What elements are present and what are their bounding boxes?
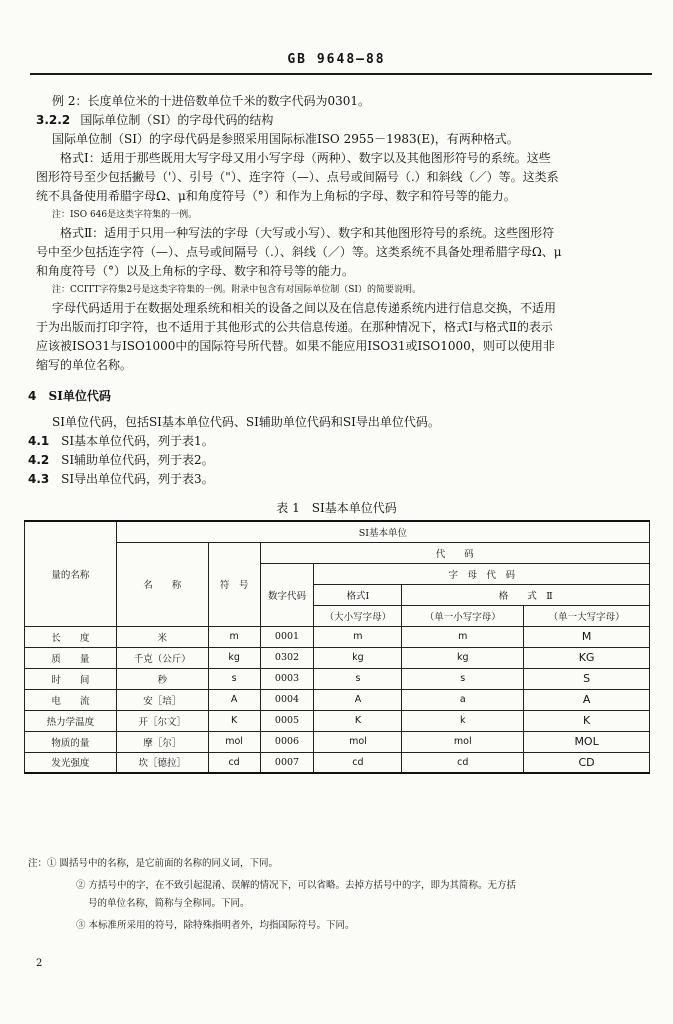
footnote-1: 注：① 圆括号中的名称，是它前面的名称的同义词，下同。 (28, 858, 279, 869)
table-row (25, 626, 650, 647)
section-4-3 (28, 470, 628, 489)
cell-numeric: 0007 (260, 752, 314, 773)
note-2: 注：CCITT字符集2号是这类字符集的一例。附录中包含有对国际单位制（SI）的简要说明。 (52, 285, 421, 295)
cell-numeric: 0302 (260, 647, 314, 668)
table-row (25, 731, 650, 752)
cell-quantity: 物质的量 (25, 731, 117, 752)
section-3-2-2-heading (36, 111, 636, 130)
format-2-line-2: 号中至少包括连字符（—）、点号或间隔号（.）、斜线（／）等。这类系统不具备处理希腊字母Ω、μ (36, 245, 562, 259)
section-4-heading (28, 387, 628, 406)
cell-symbol: s (208, 668, 260, 689)
header-format-1: 格式Ⅰ (314, 584, 402, 605)
cell-format-2b: S (524, 668, 650, 689)
section-number: 4.1 (28, 434, 50, 448)
cell-format-2a: mol (402, 731, 524, 752)
section-4-2 (28, 451, 628, 470)
cell-name: 安［培］ (116, 689, 208, 710)
cell-format-1: s (314, 668, 402, 689)
cell-quantity: 时 间 (25, 668, 117, 689)
cell-format-2b: CD (524, 752, 650, 773)
cell-format-2b: A (524, 689, 650, 710)
section-text: SI辅助单位代码，列于表2。 (61, 453, 214, 467)
cell-name: 摩［尔］ (116, 731, 208, 752)
footnote-2-line-2: 号的单位名称，简称与全称同。下同。 (88, 898, 250, 909)
cell-quantity: 质 量 (25, 647, 117, 668)
table-row (25, 689, 650, 710)
section-text: SI基本单位代码，列于表1。 (61, 434, 214, 448)
section-4-1 (28, 432, 628, 451)
format-1-line-3: 统不具备使用希腊字母Ω、μ和角度符号（°）和作为上角标的字母、数字和符号等的能力。 (36, 189, 516, 203)
cell-quantity: 长 度 (25, 626, 117, 647)
format-1-line-2: 图形符号至少包括撇号（'）、引号（"）、连字符（—）、点号或间隔号（.）和斜线（／）等。这类系 (36, 170, 559, 184)
paragraph-2-line-4: 缩写的单位名称。 (36, 358, 133, 372)
cell-quantity: 热力学温度 (25, 710, 117, 731)
cell-format-2a: cd (402, 752, 524, 773)
format-2-line-3: 和角度符号（°）以及上角标的字母、数字和符号等的能力。 (36, 264, 355, 278)
cell-name: 秒 (116, 668, 208, 689)
example-2: 例 2：长度单位米的十进倍数单位千米的数字代码为0301。 (52, 94, 370, 108)
cell-format-2b: MOL (524, 731, 650, 752)
cell-symbol: cd (208, 752, 260, 773)
section-number: 4.3 (28, 472, 50, 486)
section-text: SI导出单位代码，列于表3。 (61, 472, 214, 486)
cell-format-1: mol (314, 731, 402, 752)
cell-format-1: A (314, 689, 402, 710)
cell-numeric: 0003 (260, 668, 314, 689)
cell-symbol: A (208, 689, 260, 710)
cell-format-2a: m (402, 626, 524, 647)
cell-symbol: K (208, 710, 260, 731)
header-quantity: 量的名称 (25, 521, 117, 626)
cell-quantity: 发光强度 (25, 752, 117, 773)
cell-symbol: mol (208, 731, 260, 752)
header-letter: 字 母 代 码 (314, 563, 650, 584)
header-name: 名 称 (116, 542, 208, 626)
table-row (25, 647, 650, 668)
page-number: 2 (36, 958, 43, 969)
cell-numeric: 0001 (260, 626, 314, 647)
cell-format-2a: a (402, 689, 524, 710)
page-header: GB 9648—88 (287, 52, 386, 67)
cell-format-2b: KG (524, 647, 650, 668)
section-title: 国际单位制（SI）的字母代码的结构 (80, 113, 274, 127)
cell-quantity: 电 流 (25, 689, 117, 710)
cell-symbol: kg (208, 647, 260, 668)
header-format-1-sub: （大小写字母） (314, 605, 402, 626)
note-1: 注：ISO 646是这类字符集的一例。 (52, 210, 198, 220)
cell-format-2a: k (402, 710, 524, 731)
table-caption: 表 1 SI基本单位代码 (276, 501, 397, 515)
cell-name: 坎［德拉］ (116, 752, 208, 773)
cell-name: 米 (116, 626, 208, 647)
cell-name: 千克（公斤） (116, 647, 208, 668)
paragraph-2-line-2: 于为出版而打印字符，也不适用于其他形式的公共信息传递。在那种情况下，格式Ⅰ与格式Ⅱ的表示 (36, 320, 553, 334)
header-code: 代 码 (260, 542, 649, 563)
cell-format-2a: kg (402, 647, 524, 668)
cell-format-1: cd (314, 752, 402, 773)
section-number: 4 (28, 389, 37, 403)
section-number: 3.2.2 (36, 113, 71, 127)
paragraph-2-line-3: 应该被ISO31与ISO1000中的国际符号所代替。如果不能应用ISO31或ISO1000，则可以使用非 (36, 339, 555, 353)
header-numeric: 数字代码 (260, 563, 314, 626)
paragraph-si-codes: SI单位代码，包括SI基本单位代码、SI辅助单位代码和SI导出单位代码。 (52, 415, 440, 429)
table-row (25, 710, 650, 731)
cell-format-2a: s (402, 668, 524, 689)
cell-name: 开［尔文］ (116, 710, 208, 731)
cell-numeric: 0006 (260, 731, 314, 752)
header-format-2: 格 式 Ⅱ (402, 584, 650, 605)
header-rule (30, 73, 652, 75)
footnote-2-line-1: ② 方括号中的字，在不致引起混淆、误解的情况下，可以省略。去掉方括号中的字，即为其简称。无方括 (76, 880, 517, 891)
header-format-2a-sub: （单一小写字母） (402, 605, 524, 626)
si-base-units-table (24, 520, 650, 774)
cell-format-1: K (314, 710, 402, 731)
cell-format-2b: K (524, 710, 650, 731)
cell-format-1: m (314, 626, 402, 647)
table-row (25, 752, 650, 773)
cell-format-2b: M (524, 626, 650, 647)
cell-format-1: kg (314, 647, 402, 668)
paragraph-intro: 国际单位制（SI）的字母代码是参照采用国际标准ISO 2955－1983(E)，有两种格式。 (52, 132, 519, 146)
header-si-base: SI基本单位 (116, 521, 649, 542)
format-2-line-1: 格式Ⅱ：适用于只用一种写法的字母（大写或小写）、数字和其他图形符号的系统。这些图形符 (60, 226, 555, 240)
format-1-line-1: 格式Ⅰ：适用于那些既用大写字母又用小写字母（两种）、数字以及其他图形符号的系统。这些 (60, 151, 551, 165)
header-format-2b-sub: （单一大写字母） (524, 605, 650, 626)
paragraph-2-line-1: 字母代码适用于在数据处理系统和相关的设备之间以及在信息传递系统内进行信息交换，不适用 (52, 301, 557, 315)
footnote-3: ③ 本标准所采用的符号，除特殊指明者外，均指国际符号。下同。 (76, 920, 355, 931)
section-title: SI单位代码 (48, 389, 111, 403)
cell-numeric: 0005 (260, 710, 314, 731)
header-symbol: 符 号 (208, 542, 260, 626)
cell-numeric: 0004 (260, 689, 314, 710)
table-row (25, 668, 650, 689)
cell-symbol: m (208, 626, 260, 647)
section-number: 4.2 (28, 453, 50, 467)
